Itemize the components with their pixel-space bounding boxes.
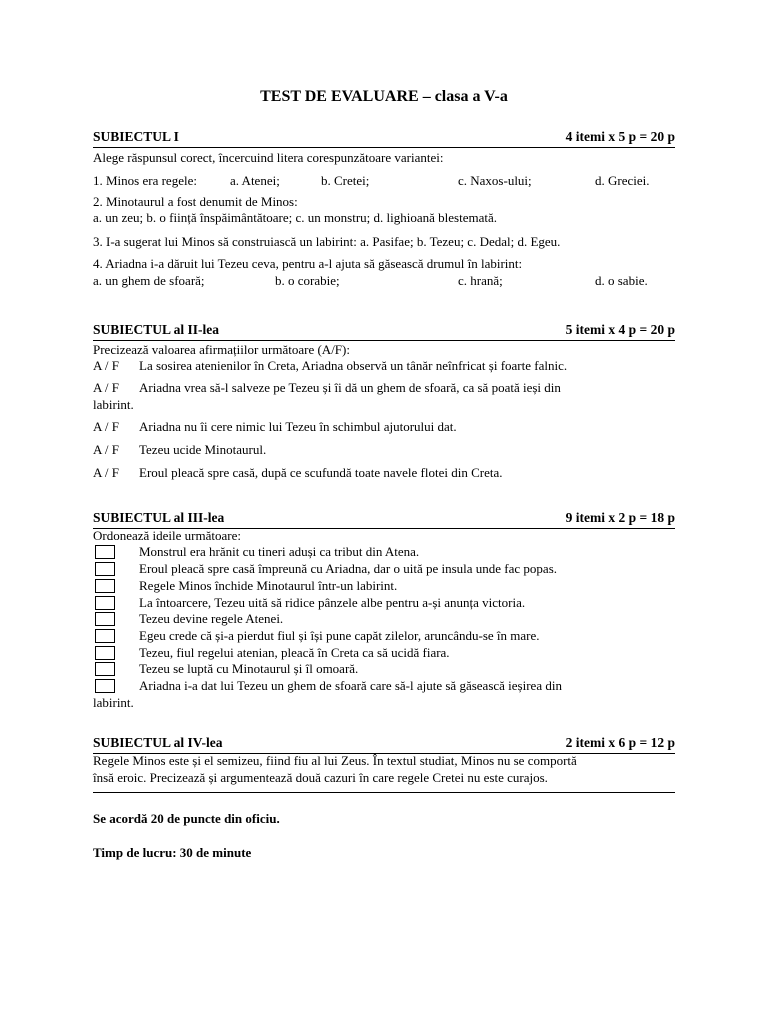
question-1-option-b: b. Cretei; xyxy=(321,173,370,188)
bonus-points-note: Se acordă 20 de puncte din oficiu. xyxy=(93,811,280,826)
question-4-option-a: a. un ghem de sfoară; xyxy=(93,273,205,288)
order-item-text: La întoarcere, Tezeu uită să ridice pânzele albe pentru a-și anunța victoria. xyxy=(139,595,526,610)
order-item-text: Ariadna i-a dat lui Tezeu un ghem de sfoară care să-l ajute să găsească ieșirea din xyxy=(139,678,562,693)
section-1-header xyxy=(93,129,675,148)
order-number-box[interactable] xyxy=(95,562,115,576)
question-4-stem: 4. Ariadna i-a dăruit lui Tezeu ceva, pentru a-l ajuta să găsească drumul în labirint: xyxy=(93,256,523,271)
true-false-text: Tezeu ucide Minotaurul. xyxy=(139,442,267,457)
order-item-text: Eroul pleacă spre casă împreună cu Ariadna, dar o uită pe insula unde fac popas. xyxy=(139,561,557,576)
question-4-option-c: c. hrană; xyxy=(458,273,503,288)
section-4-text-line-2: însă eroic. Precizează și argumentează două cazuri în care regele Cretei nu este curajos. xyxy=(93,770,548,785)
true-false-mark[interactable]: A / F xyxy=(93,358,120,373)
section-1-heading: SUBIECTUL I xyxy=(93,129,179,144)
question-4-option-b: b. o corabie; xyxy=(275,273,340,288)
true-false-mark[interactable]: A / F xyxy=(93,380,120,395)
page-title: TEST DE EVALUARE – clasa a V-a xyxy=(260,88,508,105)
question-1-option-c: c. Naxos-ului; xyxy=(458,173,532,188)
question-3: 3. I-a sugerat lui Minos să construiască un labirint: a. Pasifae; b. Tezeu; c. Dedal; d. Egeu. xyxy=(93,234,561,249)
order-number-box[interactable] xyxy=(95,646,115,660)
true-false-mark[interactable]: A / F xyxy=(93,442,120,457)
section-2-score: 5 itemi x 4 p = 20 p xyxy=(565,322,675,337)
true-false-item-continuation: labirint. xyxy=(93,397,134,412)
order-item-text: Tezeu se luptă cu Minotaurul și îl omoară. xyxy=(139,661,359,676)
true-false-item xyxy=(93,419,457,435)
order-item-text: Tezeu devine regele Atenei. xyxy=(139,611,284,626)
order-number-box[interactable] xyxy=(95,612,115,626)
section-3-instruction: Ordonează ideile următoare: xyxy=(93,528,241,543)
true-false-text: La sosirea atenienilor în Creta, Ariadna observă un tânăr neînfricat și foarte falnic. xyxy=(139,358,568,373)
section-4-text-line-1: Regele Minos este și el semizeu, fiind fiu al lui Zeus. În textul studiat, Minos nu se comportă xyxy=(93,753,577,768)
section-3-heading: SUBIECTUL al III-lea xyxy=(93,510,225,525)
section-4-header xyxy=(93,735,675,754)
section-3-header xyxy=(93,510,675,529)
true-false-item xyxy=(93,358,567,374)
section-1-score: 4 itemi x 5 p = 20 p xyxy=(565,129,675,144)
true-false-mark[interactable]: A / F xyxy=(93,419,120,434)
section-2-instruction: Precizează valoarea afirmațiilor următoare (A/F): xyxy=(93,342,350,357)
section-2-heading: SUBIECTUL al II-lea xyxy=(93,322,220,337)
section-4-divider xyxy=(93,792,675,793)
section-3-score: 9 itemi x 2 p = 18 p xyxy=(565,510,675,525)
order-item-continuation: labirint. xyxy=(93,695,134,710)
order-item-text: Monstrul era hrănit cu tineri aduși ca tribut din Atena. xyxy=(139,544,420,559)
order-number-box[interactable] xyxy=(95,579,115,593)
true-false-mark[interactable]: A / F xyxy=(93,465,120,480)
question-2-stem: 2. Minotaurul a fost denumit de Minos: xyxy=(93,194,298,209)
true-false-item xyxy=(93,465,502,481)
section-1-instruction: Alege răspunsul corect, încercuind litera corespunzătoare variantei: xyxy=(93,150,444,165)
order-number-box[interactable] xyxy=(95,596,115,610)
question-1-option-a: a. Atenei; xyxy=(230,173,280,188)
section-4-score: 2 itemi x 6 p = 12 p xyxy=(565,735,675,750)
question-4-option-d: d. o sabie. xyxy=(595,273,648,288)
question-2-options: a. un zeu; b. o ființă înspăimântătoare; c. un monstru; d. lighioană blestemată. xyxy=(93,210,497,225)
order-item-text: Regele Minos închide Minotaurul într-un labirint. xyxy=(139,578,398,593)
true-false-text: Ariadna vrea să-l salveze pe Tezeu și îi dă un ghem de sfoară, ca să poată ieși din xyxy=(139,380,561,395)
order-item-text: Egeu crede că și-a pierdut fiul și își pune capăt zilelor, aruncându-se în mare. xyxy=(139,628,540,643)
order-number-box[interactable] xyxy=(95,679,115,693)
question-1-stem: 1. Minos era regele: xyxy=(93,173,197,188)
order-number-box[interactable] xyxy=(95,662,115,676)
section-4-heading: SUBIECTUL al IV-lea xyxy=(93,735,223,750)
time-limit-note: Timp de lucru: 30 de minute xyxy=(93,845,252,860)
true-false-item xyxy=(93,380,561,396)
true-false-text: Ariadna nu îi cere nimic lui Tezeu în schimbul ajutorului dat. xyxy=(139,419,457,434)
true-false-item xyxy=(93,442,266,458)
order-item-text: Tezeu, fiul regelui atenian, pleacă în Creta ca să ucidă fiara. xyxy=(139,645,450,660)
order-number-box[interactable] xyxy=(95,545,115,559)
question-1-option-d: d. Greciei. xyxy=(595,173,650,188)
true-false-text: Eroul pleacă spre casă, după ce scufundă toate navele flotei din Creta. xyxy=(139,465,503,480)
order-number-box[interactable] xyxy=(95,629,115,643)
section-2-header xyxy=(93,322,675,341)
